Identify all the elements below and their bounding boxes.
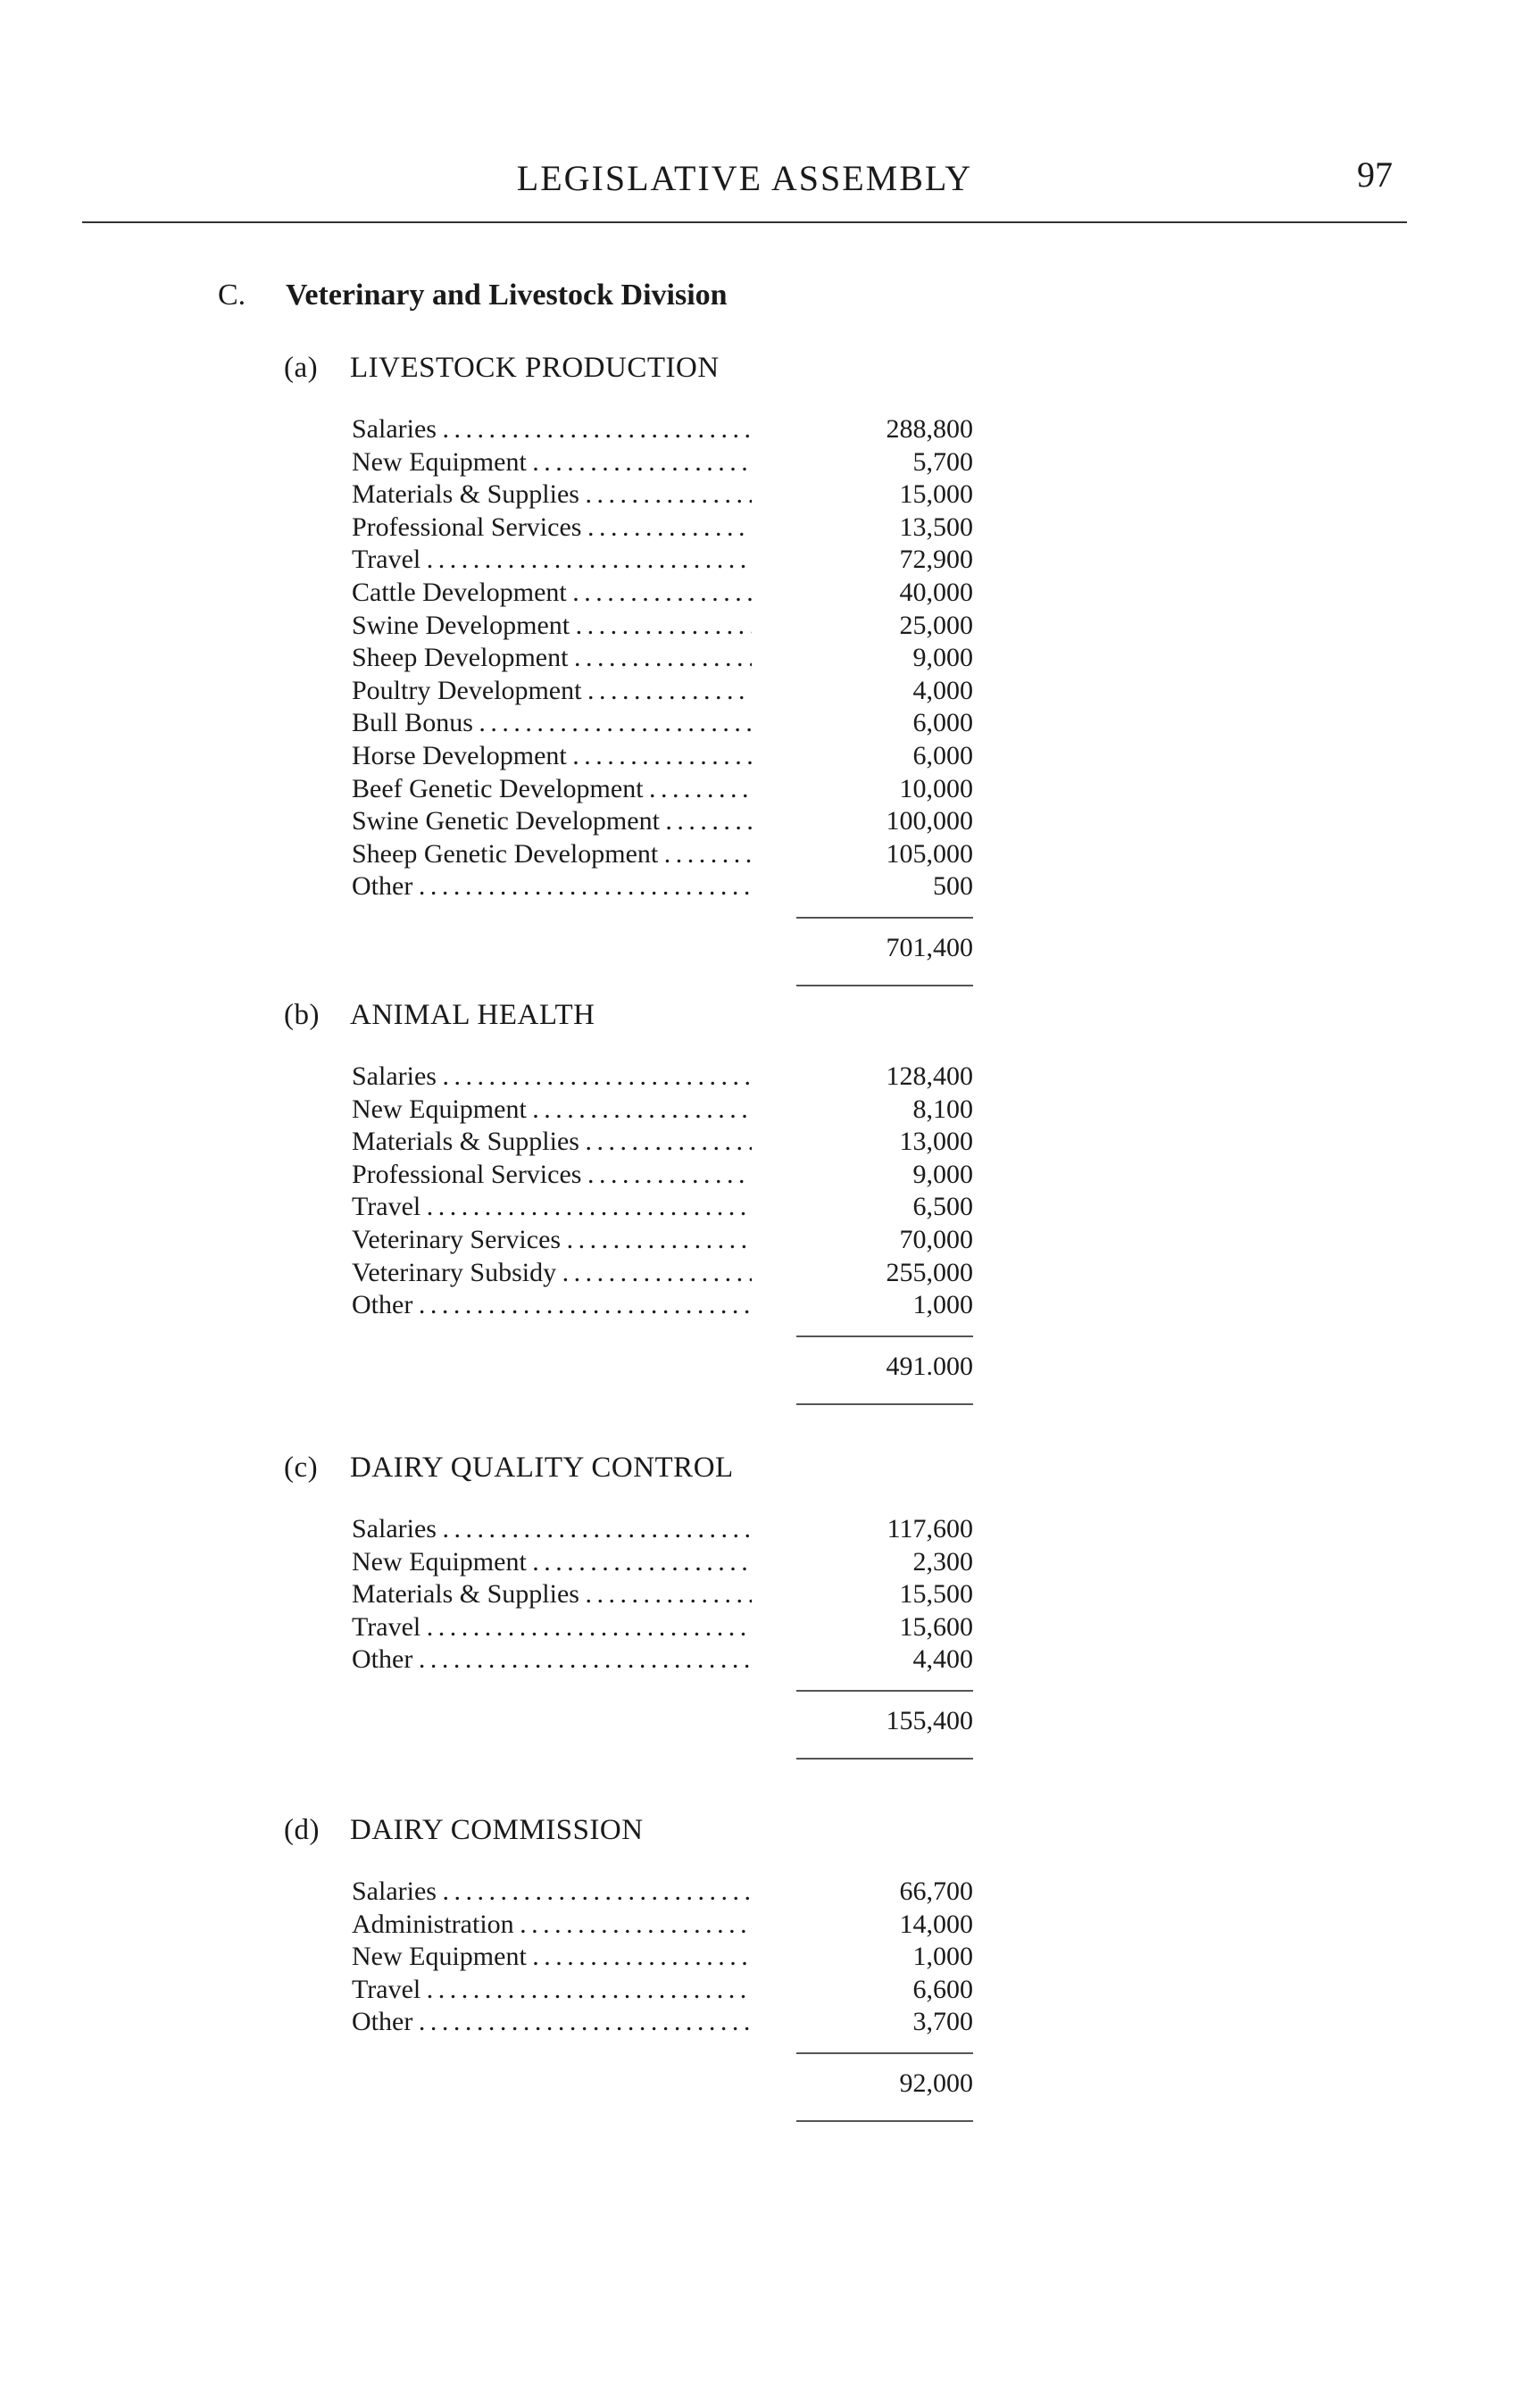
line-items xyxy=(0,1061,1540,1323)
page-title: LEGISLATIVE ASSEMBLY xyxy=(516,158,973,198)
line-item xyxy=(0,741,1540,774)
line-item-amount: 3,700 xyxy=(912,2007,973,2037)
line-item-amount: 14,000 xyxy=(899,1909,973,1939)
line-item xyxy=(0,1612,1540,1645)
line-item-amount: 6,000 xyxy=(912,708,973,738)
division-name: Veterinary and Livestock Division xyxy=(286,279,728,312)
section-heading xyxy=(0,1810,1540,1864)
budget-section xyxy=(0,995,1540,1381)
line-item-amount: 13,500 xyxy=(899,512,973,542)
section-heading xyxy=(0,348,1540,402)
line-item-amount: 15,500 xyxy=(899,1579,973,1610)
line-item xyxy=(0,1094,1540,1127)
line-item-amount: 117,600 xyxy=(887,1514,973,1543)
line-items xyxy=(0,414,1540,904)
line-item-amount: 9,000 xyxy=(912,643,973,673)
line-item-label: Swine Genetic Development . . . xyxy=(352,806,752,836)
section-heading xyxy=(0,995,1540,1049)
line-item xyxy=(0,1579,1540,1612)
line-item-amount: 8,100 xyxy=(912,1094,973,1124)
line-item-amount: 128,400 xyxy=(886,1061,973,1091)
line-item-amount: 13,000 xyxy=(899,1127,973,1157)
line-item-label: New Equipment . . . xyxy=(352,1094,752,1125)
line-item xyxy=(0,806,1540,839)
subtotal-rule xyxy=(796,1690,973,1692)
line-item-amount: 288,800 xyxy=(886,414,973,444)
section-index: (d) xyxy=(284,1814,320,1846)
total-rule xyxy=(796,1758,973,1760)
line-item-amount: 15,600 xyxy=(899,1611,973,1642)
section-heading xyxy=(0,1448,1540,1502)
page-number: 97 xyxy=(1357,154,1393,195)
line-item xyxy=(0,578,1540,611)
line-item-amount: 15,000 xyxy=(899,479,973,510)
line-item-amount: 40,000 xyxy=(899,577,973,607)
line-item-label: Swine Development . . . xyxy=(352,611,752,641)
line-item-amount: 1,000 xyxy=(912,1942,973,1972)
line-item xyxy=(0,1910,1540,1943)
line-item xyxy=(0,447,1540,480)
section-index: (c) xyxy=(284,1452,319,1484)
line-item-amount: 500 xyxy=(933,871,973,902)
section-total: 491.000 xyxy=(886,1351,973,1381)
line-item-label: Cattle Development . . . xyxy=(352,578,752,608)
line-item xyxy=(0,1127,1540,1160)
line-item-label: Other . . . xyxy=(352,1644,752,1675)
line-item-amount: 255,000 xyxy=(886,1257,973,1287)
line-item xyxy=(0,611,1540,644)
section-title: DAIRY QUALITY CONTROL xyxy=(350,1452,734,1484)
subtotal-rule xyxy=(796,2052,973,2054)
line-item xyxy=(0,1644,1540,1677)
subtotal-rule xyxy=(796,1335,973,1337)
line-item xyxy=(0,1225,1540,1258)
division-letter: C. xyxy=(218,279,246,312)
line-item xyxy=(0,1160,1540,1193)
line-items xyxy=(0,1876,1540,2040)
line-item-label: Travel . . . xyxy=(352,545,752,575)
line-item xyxy=(0,1258,1540,1291)
line-item-label: New Equipment . . . xyxy=(352,1942,752,1972)
line-item-amount: 66,700 xyxy=(899,1876,973,1906)
line-item-label: Salaries . . . xyxy=(352,414,752,445)
line-item xyxy=(0,512,1540,545)
line-item-label: Professional Services . . . xyxy=(352,512,752,543)
section-total: 155,400 xyxy=(886,1706,973,1735)
line-item-label: Veterinary Services . . . xyxy=(352,1225,752,1255)
line-item-label: Materials & Supplies . . . xyxy=(352,1579,752,1610)
line-item-label: Administration . . . xyxy=(352,1910,752,1940)
section-total: 92,000 xyxy=(899,2068,973,2098)
line-item-label: Travel . . . xyxy=(352,1612,752,1643)
line-item-label: Materials & Supplies . . . xyxy=(352,479,752,510)
line-item xyxy=(0,1942,1540,1975)
line-item-label: New Equipment . . . xyxy=(352,447,752,478)
line-item-label: Other . . . xyxy=(352,2007,752,2037)
line-items xyxy=(0,1514,1540,1677)
line-item-amount: 105,000 xyxy=(886,838,973,869)
line-item-label: Poultry Development . . . xyxy=(352,676,752,706)
line-item-label: Materials & Supplies . . . xyxy=(352,1127,752,1157)
line-item xyxy=(0,774,1540,807)
line-item-label: Salaries . . . xyxy=(352,1876,752,1907)
line-item-amount: 6,500 xyxy=(912,1192,973,1222)
line-item xyxy=(0,1547,1540,1580)
line-item-label: Other . . . xyxy=(352,1290,752,1320)
line-item xyxy=(0,479,1540,512)
line-item-amount: 100,000 xyxy=(886,806,973,836)
line-item xyxy=(0,1514,1540,1547)
line-item-amount: 6,000 xyxy=(912,740,973,770)
line-item-label: Sheep Development . . . xyxy=(352,643,752,673)
line-item xyxy=(0,545,1540,578)
line-item-label: Beef Genetic Development . . . xyxy=(352,774,752,804)
line-item-amount: 9,000 xyxy=(912,1159,973,1189)
line-item-label: Veterinary Subsidy . . . xyxy=(352,1258,752,1288)
budget-section xyxy=(0,1448,1540,1735)
line-item xyxy=(0,1975,1540,2008)
line-item-label: New Equipment . . . xyxy=(352,1547,752,1577)
line-item xyxy=(0,1192,1540,1225)
budget-section xyxy=(0,1810,1540,2098)
line-item-amount: 10,000 xyxy=(899,773,973,803)
line-item xyxy=(0,676,1540,709)
section-index: (b) xyxy=(284,999,320,1031)
line-item-amount: 5,700 xyxy=(912,446,973,477)
line-item-label: Sheep Genetic Development . . . xyxy=(352,839,752,869)
line-item-amount: 4,000 xyxy=(912,675,973,705)
line-item-label: Other . . . xyxy=(352,871,752,902)
line-item-label: Salaries . . . xyxy=(352,1061,752,1092)
line-item xyxy=(0,1061,1540,1094)
line-item xyxy=(0,839,1540,872)
line-item-label: Salaries . . . xyxy=(352,1514,752,1544)
division-heading xyxy=(218,279,728,312)
line-item-label: Horse Development . . . xyxy=(352,741,752,771)
total-rule xyxy=(796,2120,973,2122)
line-item-label: Travel . . . xyxy=(352,1192,752,1222)
line-item-amount: 72,900 xyxy=(899,545,973,575)
subtotal-rule xyxy=(796,917,973,919)
line-item xyxy=(0,871,1540,904)
line-item xyxy=(0,1290,1540,1323)
line-item-amount: 2,300 xyxy=(912,1546,973,1577)
line-item-label: Bull Bonus . . . xyxy=(352,708,752,738)
line-item-amount: 25,000 xyxy=(899,610,973,640)
section-title: LIVESTOCK PRODUCTION xyxy=(350,352,720,384)
page-header xyxy=(82,150,1407,223)
line-item xyxy=(0,708,1540,741)
line-item-amount: 1,000 xyxy=(912,1290,973,1320)
section-title: DAIRY COMMISSION xyxy=(350,1814,644,1846)
section-index: (a) xyxy=(284,352,319,384)
line-item-label: Professional Services . . . xyxy=(352,1160,752,1190)
line-item xyxy=(0,2007,1540,2040)
line-item xyxy=(0,414,1540,447)
line-item-label: Travel . . . xyxy=(352,1975,752,2005)
line-item xyxy=(0,1876,1540,1910)
section-title: ANIMAL HEALTH xyxy=(350,999,595,1031)
total-rule xyxy=(796,1403,973,1405)
line-item xyxy=(0,643,1540,676)
section-total: 701,400 xyxy=(886,933,973,962)
line-item-amount: 6,600 xyxy=(912,1974,973,2004)
line-item-amount: 4,400 xyxy=(912,1644,973,1675)
budget-section xyxy=(0,348,1540,962)
line-item-amount: 70,000 xyxy=(899,1224,973,1254)
total-rule xyxy=(796,985,973,986)
